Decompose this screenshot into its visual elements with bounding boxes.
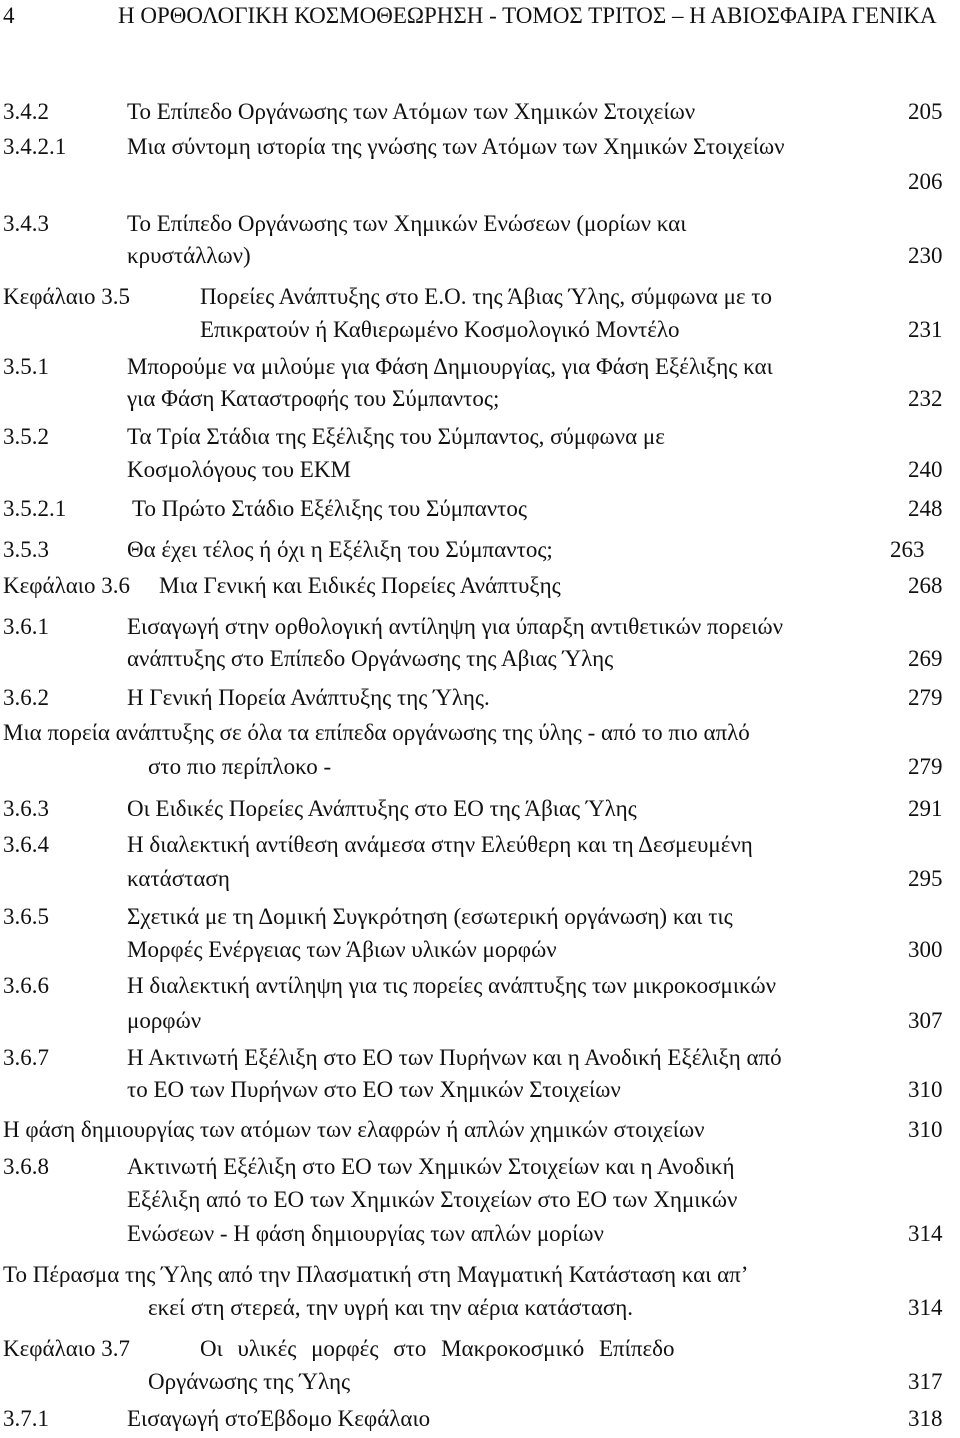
page-number: 4 (3, 3, 15, 28)
toc-entry-title-continuation: Οργάνωσης της Ύλης (148, 1369, 351, 1394)
toc-entry-title: Η διαλεκτική αντίληψη για τις πορείες ανάπτυξης των μικροκοσμικών (127, 973, 776, 998)
toc-entry-title-continuation: Ενώσεων - Η φάση δημιουργίας των απλών μορίων (127, 1221, 604, 1246)
toc-entry-title: Σχετικά με τη Δομική Συγκρότηση (εσωτερική οργάνωση) και τις (127, 904, 733, 929)
toc-entry-title-continuation: για Φάση Καταστροφής του Σύμπαντος; (127, 386, 500, 411)
toc-entry-page: 279 (908, 685, 943, 710)
toc-entry-page: 268 (908, 573, 943, 598)
toc-entry-title: Οι Ειδικές Πορείες Ανάπτυξης στο ΕΟ της Άβιας Ύλης (127, 796, 637, 821)
toc-entry-title: Οι υλικές μορφές στο Μακροκοσμικό Επίπεδο (200, 1336, 675, 1361)
toc-entry-page: 318 (908, 1406, 943, 1431)
toc-entry-page: 269 (908, 646, 943, 671)
toc-entry-title-continuation: Εξέλιξη από το ΕΟ των Χημικών Στοιχείων στο ΕΟ των Χημικών (127, 1187, 738, 1212)
toc-entry-page: 307 (908, 1008, 943, 1033)
toc-entry-page: 317 (908, 1369, 943, 1394)
toc-entry-title: Μια Γενική και Ειδικές Πορείες Ανάπτυξης (159, 573, 561, 598)
toc-entry-title: Το Πρώτο Στάδιο Εξέλιξης του Σύμπαντος (132, 496, 528, 521)
toc-entry-title: Θα έχει τέλος ή όχι η Εξέλιξη του Σύμπαντος; (127, 537, 553, 562)
toc-entry-title: Μια σύντομη ιστορία της γνώσης των Ατόμων των Χημικών Στοιχείων (127, 134, 785, 159)
toc-entry-page: 205 (908, 99, 943, 124)
toc-entry-title: Ακτινωτή Εξέλιξη στο ΕΟ των Χημικών Στοιχείων και η Ανοδική (127, 1154, 735, 1179)
toc-entry-title: Το Πέρασμα της Ύλης από την Πλασματική στη Μαγματική Κατάσταση και απ’ (3, 1262, 749, 1287)
toc-entry-number: Κεφάλαιο 3.7 (3, 1336, 130, 1361)
toc-entry-number: 3.6.6 (3, 973, 49, 998)
toc-entry-number: 3.5.2 (3, 424, 49, 449)
toc-entry-page: 291 (908, 796, 943, 821)
toc-entry-title-continuation: στο πιο περίπλοκο - (148, 754, 332, 779)
toc-entry-number: Κεφάλαιο 3.6 (3, 573, 130, 598)
toc-entry-number: 3.7.1 (3, 1406, 49, 1431)
toc-entry-title-continuation: το ΕΟ των Πυρήνων στο ΕΟ των Χημικών Στοιχείων (127, 1077, 621, 1102)
toc-entry-number: 3.5.1 (3, 354, 49, 379)
toc-entry-number: 3.4.2.1 (3, 134, 67, 159)
toc-entry-number: 3.4.2 (3, 99, 49, 124)
toc-entry-number: 3.6.2 (3, 685, 49, 710)
toc-entry-title-continuation: κατάσταση (127, 866, 230, 891)
toc-entry-page: 240 (908, 457, 943, 482)
toc-entry-title: Η Γενική Πορεία Ανάπτυξης της Ύλης. (127, 685, 490, 710)
toc-entry-title: Το Επίπεδο Οργάνωσης των Ατόμων των Χημικών Στοιχείων (127, 99, 696, 124)
toc-entry-page: 231 (908, 317, 943, 342)
toc-entry-page: 314 (908, 1295, 943, 1320)
toc-entry-page: 310 (908, 1117, 943, 1142)
toc-entry-title-continuation: Επικρατούν ή Καθιερωμένο Κοσμολογικό Μοντέλο (200, 317, 680, 342)
toc-entry-number: 3.6.3 (3, 796, 49, 821)
toc-entry-title-continuation: ανάπτυξης στο Επίπεδο Οργάνωσης της Αβιας Ύλης (127, 646, 614, 671)
toc-entry-page: 300 (908, 937, 943, 962)
toc-entry-number: 3.4.3 (3, 211, 49, 236)
toc-entry-title: Η διαλεκτική αντίθεση ανάμεσα στην Ελεύθερη και τη Δεσμευμένη (127, 832, 753, 857)
toc-entry-title: Μπορούμε να μιλούμε για Φάση Δημιουργίας, για Φάση Εξέλιξης και (127, 354, 773, 379)
toc-entry-title: Η Ακτινωτή Εξέλιξη στο ΕΟ των Πυρήνων και η Ανοδική Εξέλιξη από (127, 1045, 782, 1070)
toc-entry-number: 3.6.7 (3, 1045, 49, 1070)
toc-entry-title-continuation: εκεί στη στερεά, την υγρή και την αέρια κατάσταση. (148, 1295, 634, 1320)
toc-entry-page: 279 (908, 754, 943, 779)
toc-entry-number: 3.6.5 (3, 904, 49, 929)
toc-entry-page: 310 (908, 1077, 943, 1102)
toc-entry-page: 314 (908, 1221, 943, 1246)
toc-entry-number: Κεφάλαιο 3.5 (3, 284, 130, 309)
toc-entry-page: 230 (908, 243, 943, 268)
toc-entry-number: 3.5.2.1 (3, 496, 67, 521)
toc-entry-title-continuation: Μορφές Ενέργειας των Άβιων υλικών μορφών (127, 937, 557, 962)
toc-entry-page: 295 (908, 866, 943, 891)
toc-entry-title-continuation: μορφών (127, 1008, 202, 1033)
toc-entry-title: Εισαγωγή στοΈβδομο Κεφάλαιο (127, 1406, 431, 1431)
toc-entry-page: 232 (908, 386, 943, 411)
toc-entry-page: 248 (908, 496, 943, 521)
toc-entry-title-continuation: Κοσμολόγους του ΕΚΜ (127, 457, 351, 482)
toc-entry-title: Το Επίπεδο Οργάνωσης των Χημικών Ενώσεων (μορίων και (127, 211, 687, 236)
toc-entry-number: 3.6.8 (3, 1154, 49, 1179)
toc-entry-number: 3.5.3 (3, 537, 49, 562)
toc-entry-title: Εισαγωγή στην ορθολογική αντίληψη για ύπαρξη αντιθετικών πορειών (127, 614, 783, 639)
toc-entry-title: Τα Τρία Στάδια της Εξέλιξης του Σύμπαντος, σύμφωνα με (127, 424, 665, 449)
toc-entry-number: 3.6.1 (3, 614, 49, 639)
toc-entry-page: 206 (908, 169, 943, 194)
toc-entry-number: 3.6.4 (3, 832, 49, 857)
toc-entry-title: Πορείες Ανάπτυξης στο Ε.Ο. της Άβιας Ύλης, σύμφωνα με το (200, 284, 773, 309)
toc-entry-page: 263 (890, 537, 925, 562)
toc-entry-title: Η φάση δημιουργίας των ατόμων των ελαφρών ή απλών χημικών στοιχείων (3, 1117, 705, 1142)
running-header-title: Η ΟΡΘΟΛΟΓΙΚΗ ΚΟΣΜΟΘΕΩΡΗΣΗ - ΤΟΜΟΣ ΤΡΙΤΟΣ – Η ΑΒΙΟΣΦΑΙΡΑ ΓΕΝΙΚΑ (118, 3, 937, 28)
toc-entry-title-continuation: κρυστάλλων) (127, 243, 251, 268)
toc-entry-title: Μια πορεία ανάπτυξης σε όλα τα επίπεδα οργάνωσης της ύλης - από το πιο απλό (3, 720, 750, 745)
